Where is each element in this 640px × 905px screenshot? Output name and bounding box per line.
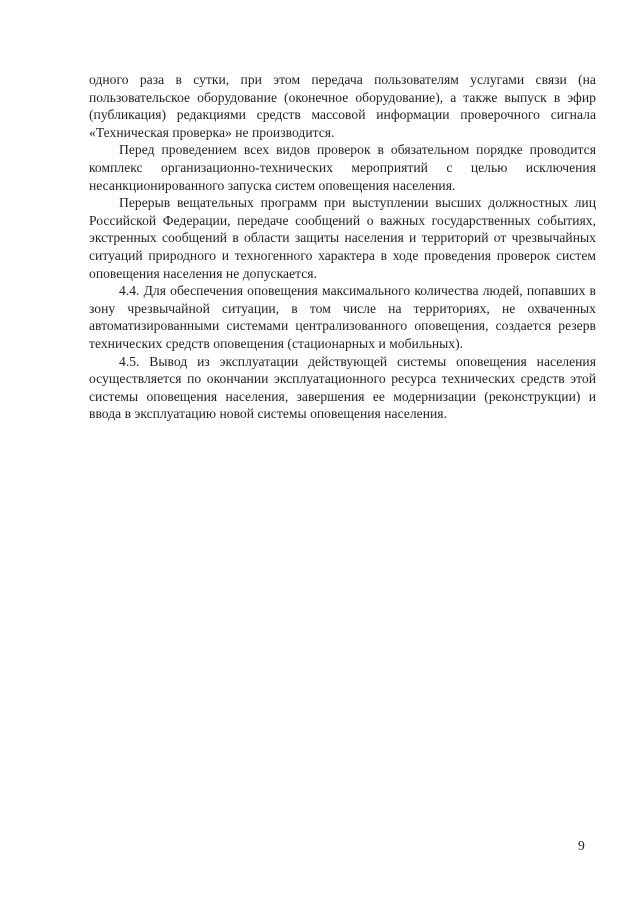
paragraph-section-4-4: 4.4. Для обеспечения оповещения максимального количества людей, попавших в зону чрезвычайной ситуации, в том числе на территориях, не охваченных автоматизированными системами централизованного оповещения, создается резерв технических средств оповещения (стационарных и мобильных). [89,283,596,351]
paragraph-section-4-5: 4.5. Вывод из эксплуатации действующей системы оповещения населения осуществляется по окончании эксплуатационного ресурса технических средств этой системы оповещения населения, завершения ее модернизации (реконструкции) и ввода в эксплуатацию новой системы оповещения населения. [89,353,596,422]
paragraph-checks-preparation: Перед проведением всех видов проверок в обязательном порядке проводится комплекс организационно-технических мероприятий с целью исключения несанкционированного запуска систем оповещения населения. [89,142,596,193]
paragraph-broadcast-interruption: Перерыв вещательных программ при выступлении высших должностных лиц Российской Федерации, передаче сообщений о важных государственных событиях, экстренных сообщений в области защиты населения и территорий от чрезвычайных ситуаций природного и техногенного характера в ходе проведения проверок систем оповещения населения не допускается. [89,195,596,281]
document-body [89,71,596,423]
page-number: 9 [578,838,585,853]
paragraph-continuation: одного раза в сутки, при этом передача пользователям услугами связи (на пользовательское оборудование (оконечное оборудование), а также выпуск в эфир (публикация) редакциями средств массовой информации проверочного сигнала «Техническая проверка» не производится. [89,72,596,140]
